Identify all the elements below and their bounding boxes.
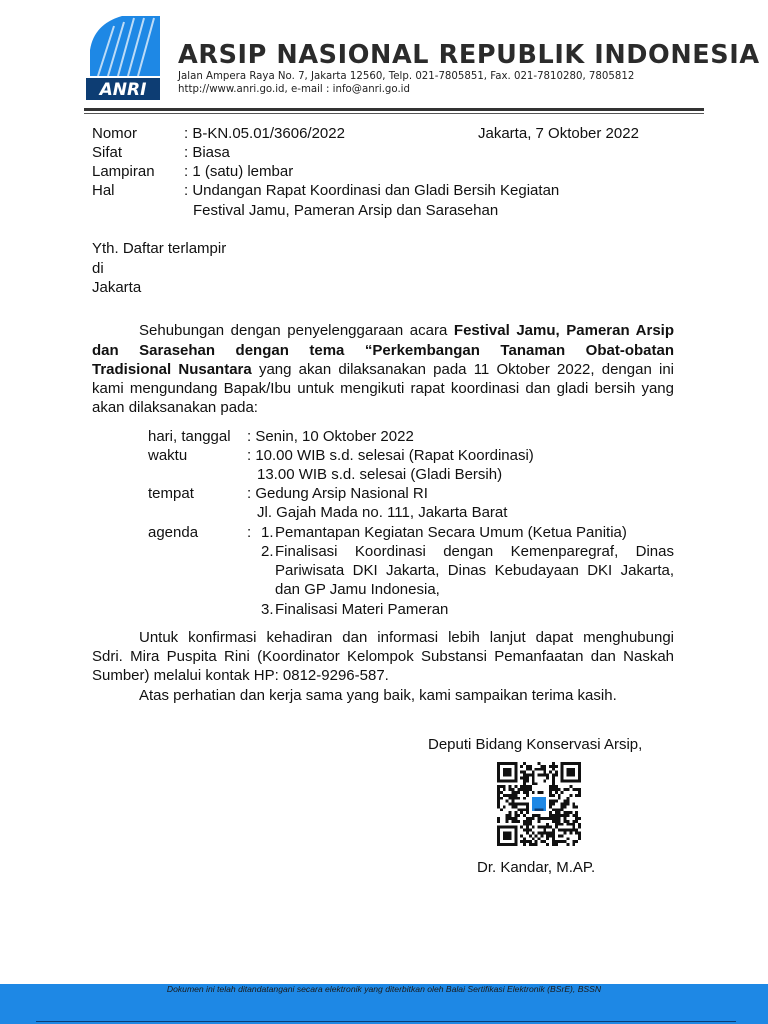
org-name: ARSIP NASIONAL REPUBLIK INDONESIA bbox=[178, 40, 760, 70]
waktu-value-1: : 10.00 WIB s.d. selesai (Rapat Koordinasi) bbox=[247, 447, 534, 464]
letterhead-rule-thick bbox=[84, 108, 704, 111]
letterhead-rule-thin bbox=[84, 113, 704, 114]
p1-line-4: kami mengundang Bapak/Ibu untuk mengikuti rapat koordinasi dan gladi bersih yang bbox=[92, 380, 674, 397]
hal-value-1: : Undangan Rapat Koordinasi dan Gladi Bersih Kegiatan bbox=[184, 182, 560, 199]
p2-line-2: Sdri. Mira Puspita Rini (Koordinator Kelompok Substansi Pemanfaatan dan Naskah bbox=[92, 648, 674, 665]
waktu-value-2: 13.00 WIB s.d. selesai (Gladi Bersih) bbox=[257, 466, 503, 483]
p1-bold-2: dan Sarasehan dengan tema “Perkembangan Tanaman Obat-obatan bbox=[92, 342, 674, 359]
signatory-name: Dr. Kandar, M.AP. bbox=[477, 859, 596, 876]
nomor-label: Nomor bbox=[92, 125, 138, 142]
tempat-label: tempat bbox=[148, 485, 194, 502]
logo-text: ANRI bbox=[99, 80, 147, 100]
hari-value: : Senin, 10 Oktober 2022 bbox=[247, 428, 414, 445]
recipient-line-3: Jakarta bbox=[92, 279, 142, 296]
p1-bold-3: Tradisional Nusantara bbox=[92, 361, 252, 378]
signature-title: Deputi Bidang Konservasi Arsip, bbox=[428, 736, 643, 753]
p1-line-2 bbox=[92, 341, 674, 361]
p1-line-3 bbox=[92, 360, 674, 380]
agenda-label: agenda bbox=[148, 524, 199, 541]
sifat-value: : Biasa bbox=[184, 144, 230, 161]
org-address: Jalan Ampera Raya No. 7, Jakarta 12560, Telp. 021-7805851, Fax. 021-7810280, 7805812 bbox=[178, 71, 635, 82]
p1-rest-3: yang akan dilaksanakan pada 11 Oktober 2022, dengan ini bbox=[258, 361, 675, 378]
anri-logo bbox=[84, 14, 162, 100]
lampiran-value: : 1 (satu) lembar bbox=[184, 163, 294, 180]
agenda-colon: : bbox=[247, 524, 252, 541]
qr-code-icon bbox=[497, 762, 581, 846]
agenda-num-3: 3. bbox=[261, 601, 274, 618]
footer-text: Dokumen ini telah ditandatangani secara elektronik yang diterbitkan oleh Balai Sertifikasi Elektronik (BSrE), BSSN bbox=[166, 984, 602, 994]
p2-line-1: Untuk konfirmasi kehadiran dan informasi lebih lanjut dapat menghubungi bbox=[139, 629, 674, 646]
tempat-value-2: Jl. Gajah Mada no. 111, Jakarta Barat bbox=[257, 504, 508, 521]
recipient-line-2: di bbox=[92, 260, 104, 277]
sifat-label: Sifat bbox=[92, 144, 123, 161]
lampiran-label: Lampiran bbox=[92, 163, 155, 180]
agenda-item-2-line-2: Pariwisata DKI Jakarta, Dinas Kebudayaan DKI Jakarta, bbox=[275, 562, 674, 579]
tempat-value-1: : Gedung Arsip Nasional RI bbox=[247, 485, 428, 502]
p1-bold-1: Festival Jamu, Pameran Arsip bbox=[453, 322, 674, 339]
p1-line-1 bbox=[139, 321, 674, 341]
hal-label: Hal bbox=[92, 182, 115, 199]
agenda-item-3: Finalisasi Materi Pameran bbox=[275, 601, 449, 618]
agenda-num-1: 1. bbox=[261, 524, 274, 541]
waktu-label: waktu bbox=[148, 447, 188, 464]
footer-line bbox=[36, 1021, 736, 1022]
nomor-value: : B-KN.05.01/3606/2022 bbox=[184, 125, 345, 142]
agenda-item-2-line-1: Finalisasi Koordinasi dengan Kemenparegraf, Dinas bbox=[275, 543, 674, 560]
org-web: http://www.anri.go.id, e-mail : info@anri.go.id bbox=[178, 84, 410, 95]
p1-intro: Sehubungan dengan penyelenggaraan acara bbox=[139, 322, 448, 339]
hari-label: hari, tanggal bbox=[148, 428, 231, 445]
letter-date: Jakarta, 7 Oktober 2022 bbox=[478, 125, 639, 142]
agenda-item-1: Pemantapan Kegiatan Secara Umum (Ketua Panitia) bbox=[275, 524, 627, 541]
agenda-num-2: 2. bbox=[261, 543, 274, 560]
agenda-item-2-line-3: dan GP Jamu Indonesia, bbox=[275, 581, 440, 598]
recipient-line-1: Yth. Daftar terlampir bbox=[92, 240, 227, 257]
p2-line-3: Sumber) melalui kontak HP: 0812-9296-587. bbox=[92, 667, 389, 684]
p1-line-5: akan dilaksanakan pada: bbox=[92, 399, 258, 416]
hal-value-2: Festival Jamu, Pameran Arsip dan Sarasehan bbox=[193, 202, 499, 219]
p3: Atas perhatian dan kerja sama yang baik, kami sampaikan terima kasih. bbox=[139, 687, 617, 704]
